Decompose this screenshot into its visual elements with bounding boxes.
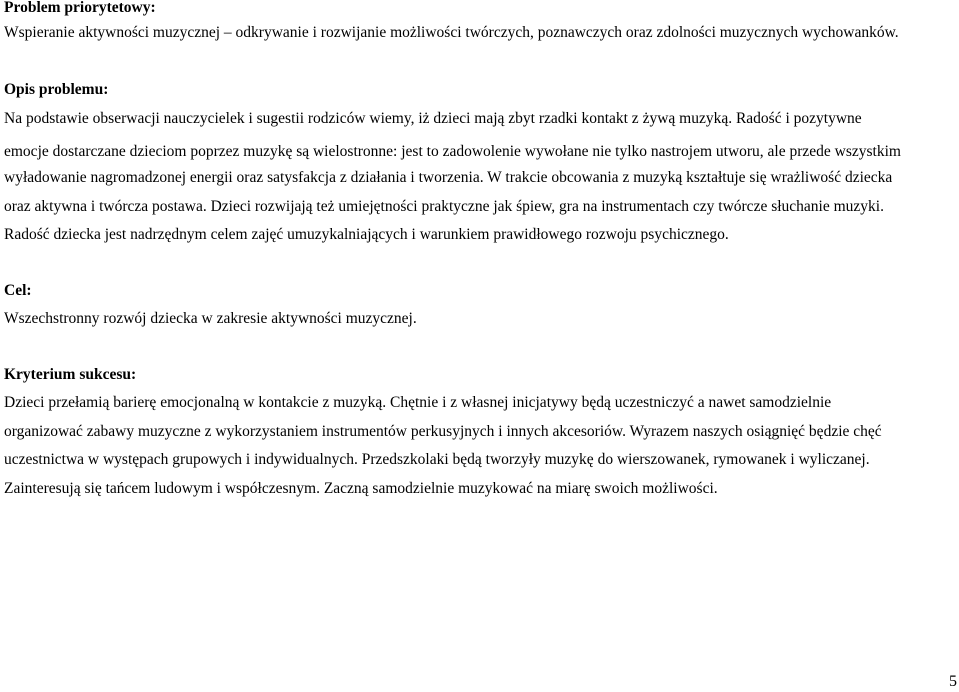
criterion-text-line: organizować zabawy muzyczne z wykorzystaniem instrumentów perkusyjnych i innych akcesoriów. Wyrazem naszych osiągnięć będzie chęć xyxy=(4,423,882,440)
goal-heading: Cel: xyxy=(4,282,32,299)
page-number: 5 xyxy=(949,673,957,690)
description-heading: Opis problemu: xyxy=(4,81,109,98)
criterion-heading: Kryterium sukcesu: xyxy=(4,366,137,383)
description-text-line: Na podstawie obserwacji nauczycielek i sugestii rodziców wiemy, iż dzieci mają zbyt rzadki kontakt z żywą muzyką. Radość i pozytywne xyxy=(4,110,862,127)
goal-text-line: Wszechstronny rozwój dziecka w zakresie aktywności muzycznej. xyxy=(4,310,417,327)
criterion-text-line: Dzieci przełamią barierę emocjonalną w kontakcie z muzyką. Chętnie i z własnej inicjatywy będą uczestniczyć a nawet samodzielnie xyxy=(4,394,832,411)
priority-text-line: Wspieranie aktywności muzycznej – odkrywanie i rozwijanie możliwości twórczych, poznawczych oraz zdolności muzycznych wychowanków. xyxy=(4,24,899,41)
description-text-line: wyładowanie nagromadzonej energii oraz satysfakcja z działania i tworzenia. W trakcie obcowania z muzyką kształtuje się wrażliwość dziecka xyxy=(4,169,893,186)
description-text-line: oraz aktywna i twórcza postawa. Dzieci rozwijają też umiejętności praktyczne jak śpiew, gra na instrumentach czy twórcze słuchanie muzyki. xyxy=(4,198,884,215)
criterion-text-line: uczestnictwa w występach grupowych i indywidualnych. Przedszkolaki będą tworzyły muzykę do wierszowanek, rymowanek i wyliczanej. xyxy=(4,451,870,468)
priority-heading: Problem priorytetowy: xyxy=(4,0,156,16)
criterion-text-line: Zainteresują się tańcem ludowym i współczesnym. Zaczną samodzielnie muzykować na miarę swoich możliwości. xyxy=(4,480,718,497)
description-text-line: Radość dziecka jest nadrzędnym celem zajęć umuzykalniających i warunkiem prawidłowego rozwoju psychicznego. xyxy=(4,226,729,243)
description-text-line: emocje dostarczane dzieciom poprzez muzykę są wielostronne: jest to zadowolenie wywołane nie tylko nastrojem utworu, ale przede wszystkim xyxy=(4,143,901,160)
